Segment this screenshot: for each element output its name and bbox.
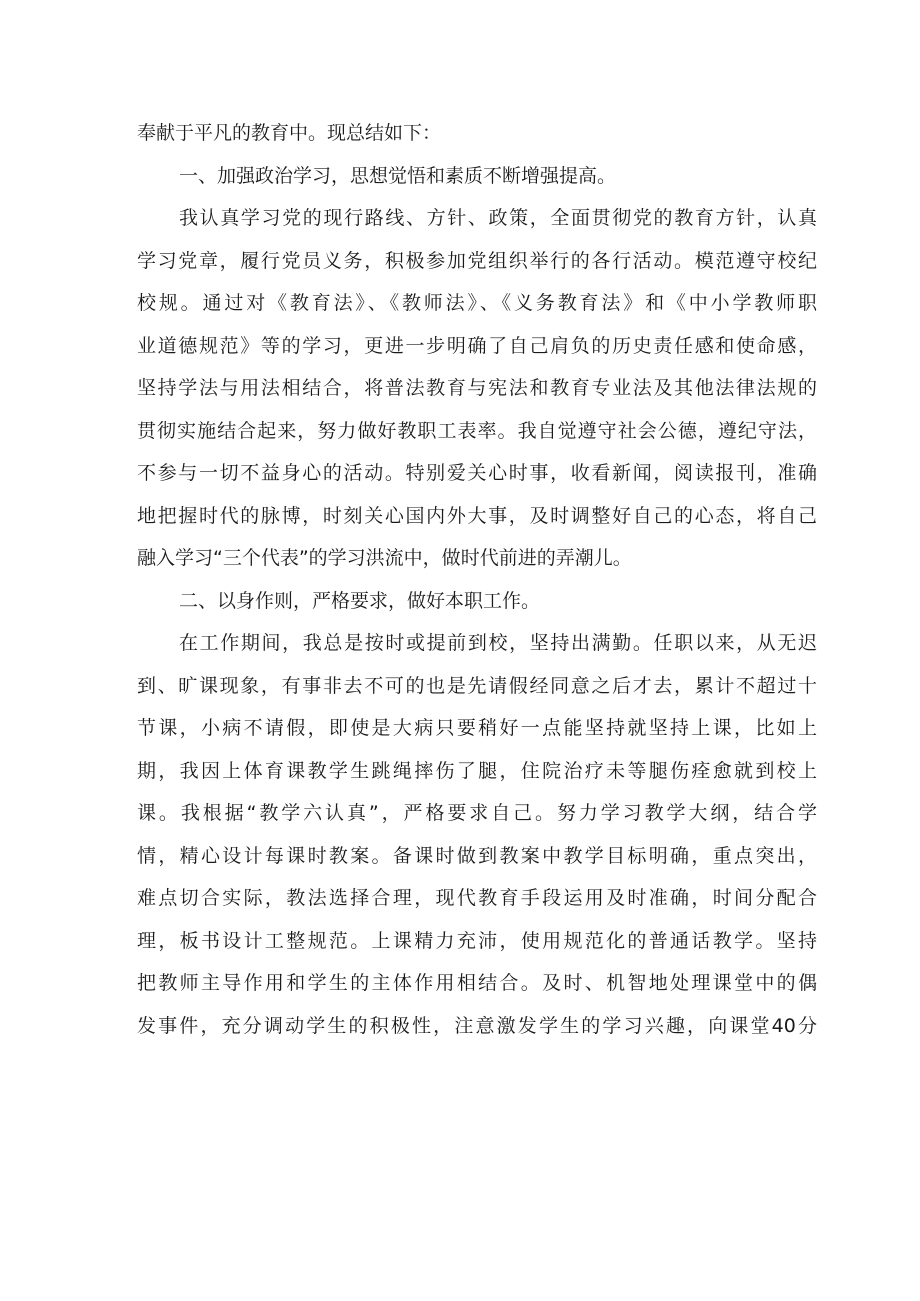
text-line: 不参与一切不益身心的活动。特别爱关心时事，收看新闻，阅读报刊，准确 (137, 462, 817, 484)
text-line: 奉献于平凡的教育中。现总结如下： (137, 122, 442, 144)
text-line: 贯彻实施结合起来，努力做好教职工表率。我自觉遵守社会公德，遵纪守法， (137, 419, 817, 442)
text-line: 发事件，充分调动学生的积极性，注意激发学生的学习兴趣，向课堂40分 (137, 1014, 817, 1037)
text-line: 到、旷课现象，有事非去不可的也是先请假经同意之后才去，累计不超过十 (137, 674, 817, 697)
text-line: 融入学习“三个代表”的学习洪流中，做时代前进的弄潮儿。 (137, 547, 632, 569)
text-line: 校规。通过对《教育法》、《教师法》、《义务教育法》和《中小学教师职 (137, 292, 817, 314)
text-line: 节课，小病不请假，即使是大病只要稍好一点能坚持就坚持上课，比如上 (137, 717, 817, 739)
text-line: 学习党章，履行党员义务，积极参加党组织举行的各行活动。模范遵守校纪 (137, 249, 817, 272)
section-heading: 一、加强政治学习，思想觉悟和素质不断增强提高。 (179, 164, 617, 187)
section-heading: 二、以身作则，严格要求，做好本职工作。 (179, 589, 541, 612)
text-line: 在工作期间，我总是按时或提前到校，坚持出满勤。任职以来，从无迟 (179, 632, 817, 654)
text-line: 业道德规范》等的学习，更进一步明确了自己肩负的历史责任感和使命感， (137, 334, 817, 357)
text-line: 难点切合实际，教法选择合理，现代教育手段运用及时准确，时间分配合 (137, 887, 817, 909)
text-line: 理，板书设计工整规范。上课精力充沛，使用规范化的普通话教学。坚持 (137, 929, 817, 952)
text-line: 坚持学法与用法相结合，将普法教育与宪法和教育专业法及其他法律法规的 (137, 377, 817, 399)
text-line: 课。我根据“教学六认真”，严格要求自己。努力学习教学大纲，结合学 (137, 802, 817, 824)
text-line: 我认真学习党的现行路线、方针、政策，全面贯彻党的教育方针，认真 (179, 207, 817, 229)
text-line: 期，我因上体育课教学生跳绳摔伤了腿，住院治疗未等腿伤痊愈就到校上 (137, 759, 817, 782)
text-line: 地把握时代的脉博，时刻关心国内外大事，及时调整好自己的心态，将自己 (137, 504, 817, 527)
document-body (137, 112, 817, 1047)
text-line: 把教师主导作用和学生的主体作用相结合。及时、机智地处理课堂中的偶 (137, 972, 817, 994)
text-line: 情，精心设计每课时教案。备课时做到教案中教学目标明确，重点突出， (137, 844, 817, 867)
